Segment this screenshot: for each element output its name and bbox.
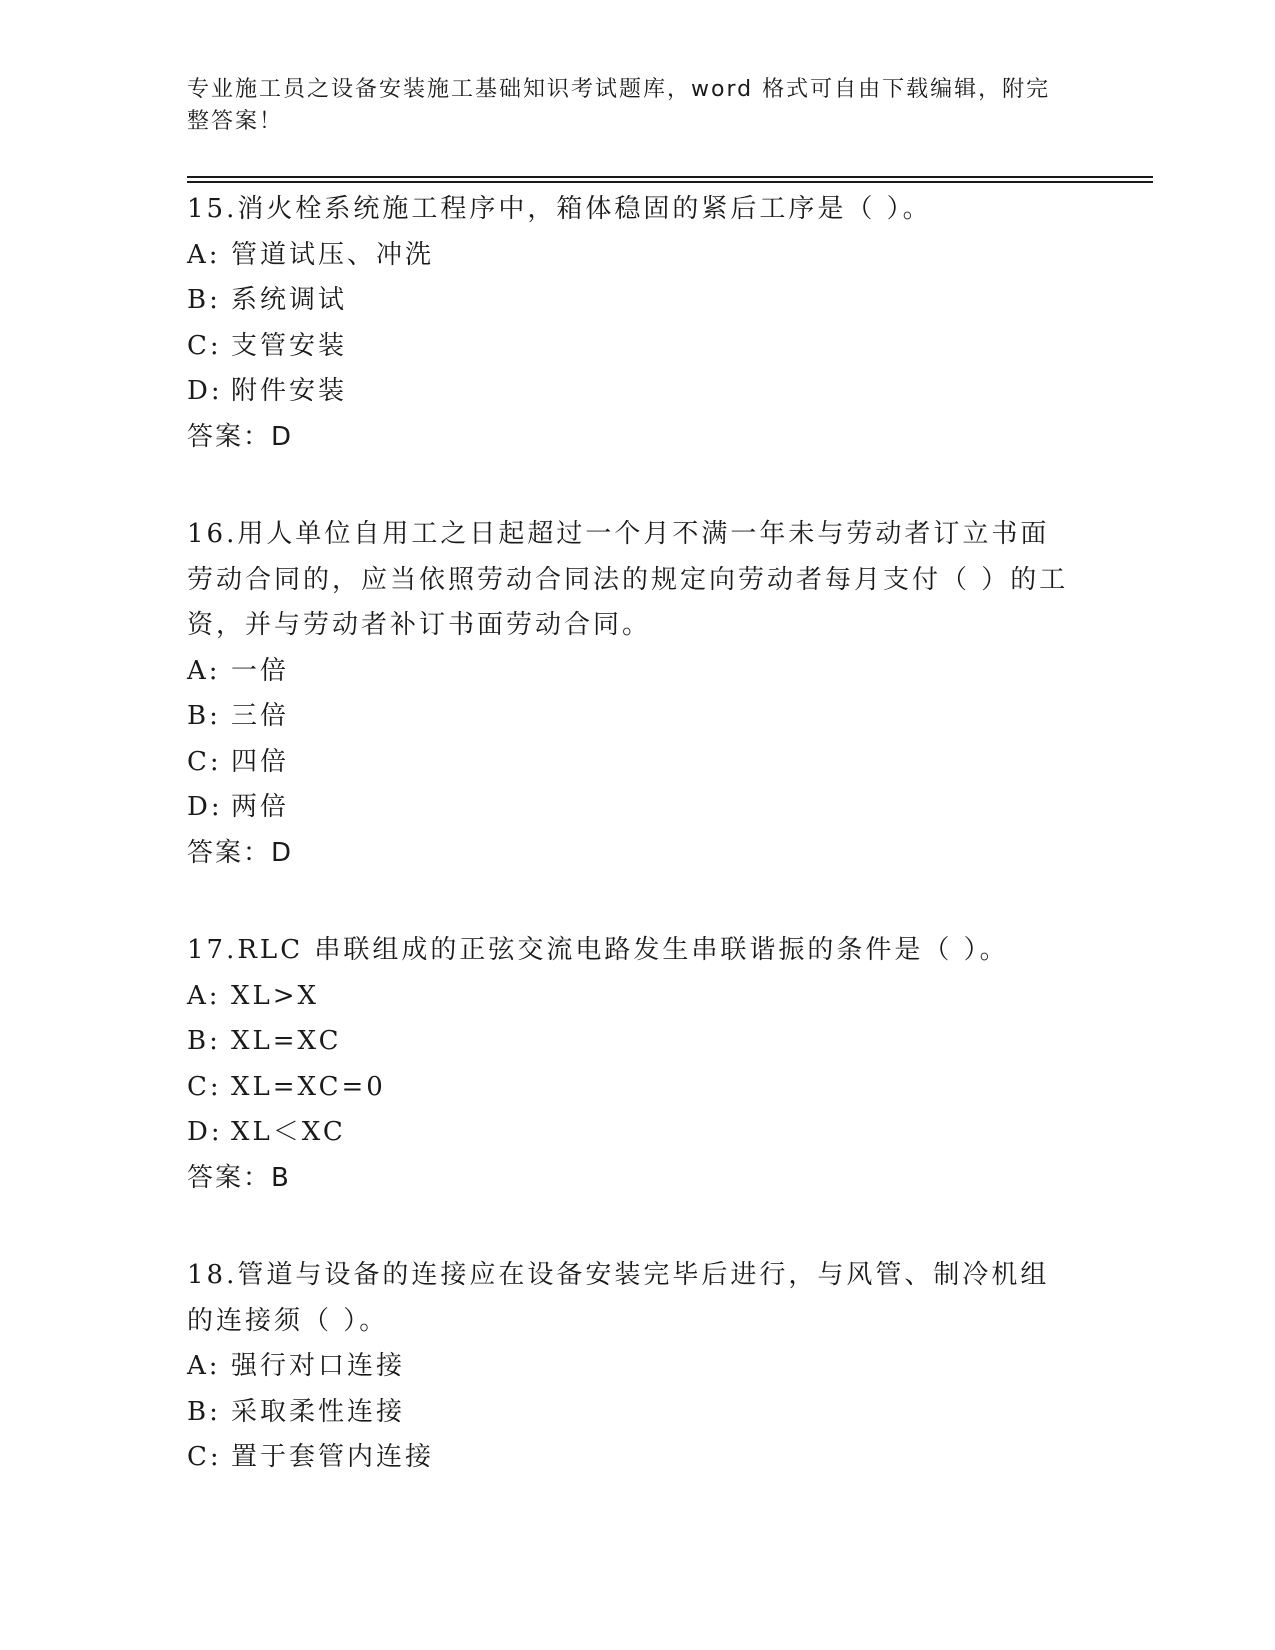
option-text: 系统调试 <box>231 285 348 315</box>
answer-line: 答案：D <box>187 837 294 868</box>
option-a <box>187 974 1087 1020</box>
option-text: XL=XC=0 <box>231 1071 386 1102</box>
option-key: B: <box>187 1396 221 1427</box>
option-text: 一倍 <box>231 655 290 686</box>
question-15 <box>187 187 1087 460</box>
header-divider-top <box>187 176 1153 178</box>
question-17 <box>187 928 1087 1201</box>
option-b <box>187 694 1087 740</box>
question-stem: 15.消火栓系统施工程序中，箱体稳固的紧后工序是（ ）。 <box>187 194 932 224</box>
option-a <box>187 1344 1087 1390</box>
option-key: D: <box>187 792 223 822</box>
answer-line: 答案：D <box>187 421 294 452</box>
option-text: 附件安装 <box>231 376 348 406</box>
option-key: A: <box>187 980 221 1011</box>
option-key: A: <box>187 239 221 270</box>
option-c <box>187 740 1087 786</box>
document-header: 专业施工员之设备安装施工基础知识考试题库，word 格式可自由下载编辑，附完整答案！ <box>187 77 1051 134</box>
option-c <box>187 324 1087 370</box>
option-text: 两倍 <box>231 792 290 822</box>
option-c <box>187 1435 1087 1481</box>
option-text: 强行对口连接 <box>231 1351 406 1381</box>
option-key: B: <box>187 701 221 731</box>
option-d <box>187 785 1087 831</box>
option-text: XL>X <box>231 980 320 1011</box>
question-16 <box>187 512 1087 876</box>
option-key: C: <box>187 1071 222 1102</box>
answer-line: 答案：B <box>187 1162 291 1193</box>
option-key: A: <box>187 655 221 686</box>
option-key: C: <box>187 1442 222 1472</box>
option-key: A: <box>187 1351 221 1381</box>
option-a <box>187 233 1087 279</box>
option-text: 四倍 <box>231 746 290 777</box>
option-d <box>187 369 1087 415</box>
option-b <box>187 1019 1087 1065</box>
option-key: B: <box>187 1026 221 1056</box>
option-text: XL＜XC <box>231 1117 346 1147</box>
option-b <box>187 278 1087 324</box>
option-key: D: <box>187 1117 223 1147</box>
option-text: 管道试压、冲洗 <box>231 239 435 270</box>
question-18 <box>187 1253 1087 1481</box>
option-key: D: <box>187 376 223 406</box>
header-divider-bottom <box>187 181 1153 183</box>
option-text: 三倍 <box>231 701 290 731</box>
option-text: XL=XC <box>231 1026 342 1056</box>
option-key: C: <box>187 330 222 361</box>
option-text: 采取柔性连接 <box>231 1396 406 1427</box>
option-c <box>187 1065 1087 1111</box>
option-b <box>187 1390 1087 1436</box>
option-key: C: <box>187 746 222 777</box>
question-stem: 18.管道与设备的连接应在设备安装完毕后进行，与风管、制冷机组的连接须（ ）。 <box>187 1260 1050 1336</box>
question-stem: 16.用人单位自用工之日起超过一个月不满一年未与劳动者订立书面劳动合同的，应当依照劳动合同法的规定向劳动者每月支付（ ）的工资，并与劳动者补订书面劳动合同。 <box>187 519 1069 640</box>
option-text: 支管安装 <box>231 330 348 361</box>
option-d <box>187 1110 1087 1156</box>
option-a <box>187 649 1087 695</box>
question-list <box>187 187 1087 1533</box>
option-text: 置于套管内连接 <box>231 1442 435 1472</box>
question-stem: 17.RLC 串联组成的正弦交流电路发生串联谐振的条件是（ ）。 <box>187 935 1009 965</box>
option-key: B: <box>187 285 221 315</box>
